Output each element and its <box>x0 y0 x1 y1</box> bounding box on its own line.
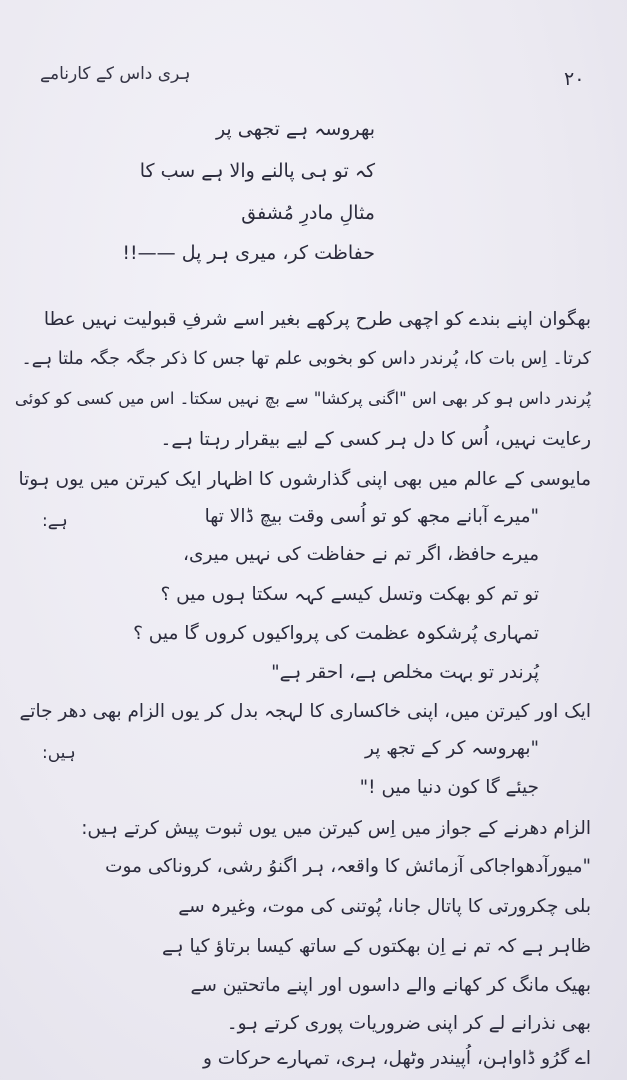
kirtan-line: "میورآدھواجاکی آزمائش کا واقعہ، ہر اگنوُ رشی، کروناکی موت <box>105 856 591 877</box>
kirtan-line: "بھروسہ کر کے تجھ پر <box>365 738 539 759</box>
paragraph-line: ایک اور کیرتن میں، اپنی خاکساری کا لہجہ بدل کر یوں الزام بھی دھر جاتے <box>19 701 591 722</box>
verse-line: مثالِ مادرِ مُشفق <box>241 202 375 224</box>
kirtan-line: جیئے گا کون دنیا میں !" <box>359 777 539 798</box>
running-title: ہری داس کے کارنامے <box>40 64 191 84</box>
kirtan-line: تمہاری پُرشکوہ عظمت کی پرواکیوں کروں گا میں ؟ <box>133 623 539 644</box>
kirtan-line: بھی نذرانے لے کر اپنی ضروریات پوری کرتے ہو۔ <box>226 1013 591 1034</box>
paragraph-line: رعایت نہیں، اُس کا دل ہر کسی کے لیے بیقرار رہتا ہے۔ <box>160 429 591 450</box>
verse-line: بھروسہ ہے تجھی پر <box>215 118 375 140</box>
kirtan-line: اے گرُو ڈاواہن، اُپیندر وٹھل، ہری، تمہارے حرکات و <box>202 1048 591 1069</box>
paragraph-line: کرتا۔ اِس بات کا، پُرندر داس کو بخوبی علم تھا جس کا ذکر جگہ جگہ ملتا ہے۔ <box>21 349 591 369</box>
kirtan-line: "میرے آبانے مجھ کو تو اُسی وقت بیچ ڈالا تھا <box>204 506 539 527</box>
verse-line: کہ تو ہی پالنے والا ہے سب کا <box>139 160 375 182</box>
paragraph-line: پُرندر داس ہو کر بھی اس "اگنی پرکشا" سے بچ نہیں سکتا۔ اس میں کسی کو کوئی <box>14 389 591 408</box>
paragraph-line: بھگوان اپنے بندے کو اچھی طرح پرکھے بغیر اسے شرفِ قبولیت نہیں عطا <box>43 309 591 330</box>
kirtan-line: ظاہر ہے کہ تم نے اِن بھکتوں کے ساتھ کیسا برتاؤ کیا ہے <box>161 936 591 957</box>
margin-note: ہیں: <box>42 743 76 763</box>
paragraph-line: مایوسی کے عالم میں بھی اپنی گذارشوں کا اظہار ایک کیرتن میں یوں ہوتا <box>18 469 591 490</box>
kirtan-line: تو تم کو بھکت وتسل کیسے کہہ سکتا ہوں میں ؟ <box>160 584 539 605</box>
kirtan-line: بھیک مانگ کر کھانے والے داسوں اور اپنے ماتحتین سے <box>190 975 591 996</box>
margin-note: ہے: <box>42 511 68 531</box>
verse-line: حفاظت کر، میری ہر پل ——!! <box>122 242 375 264</box>
kirtan-line: پُرندر تو بہت مخلص ہے، احقر ہے" <box>271 662 539 683</box>
paragraph-line: الزام دھرنے کے جواز میں اِس کیرتن میں یوں ثبوت پیش کرتے ہیں: <box>81 818 591 839</box>
kirtan-line: بلی چکرورتی کا پاتال جانا، پُوتنی کی موت، وغیرہ سے <box>178 896 591 917</box>
kirtan-line: میرے حافظ، اگر تم نے حفاظت کی نہیں میری، <box>183 544 539 565</box>
page-number: ۲۰ <box>564 68 585 90</box>
